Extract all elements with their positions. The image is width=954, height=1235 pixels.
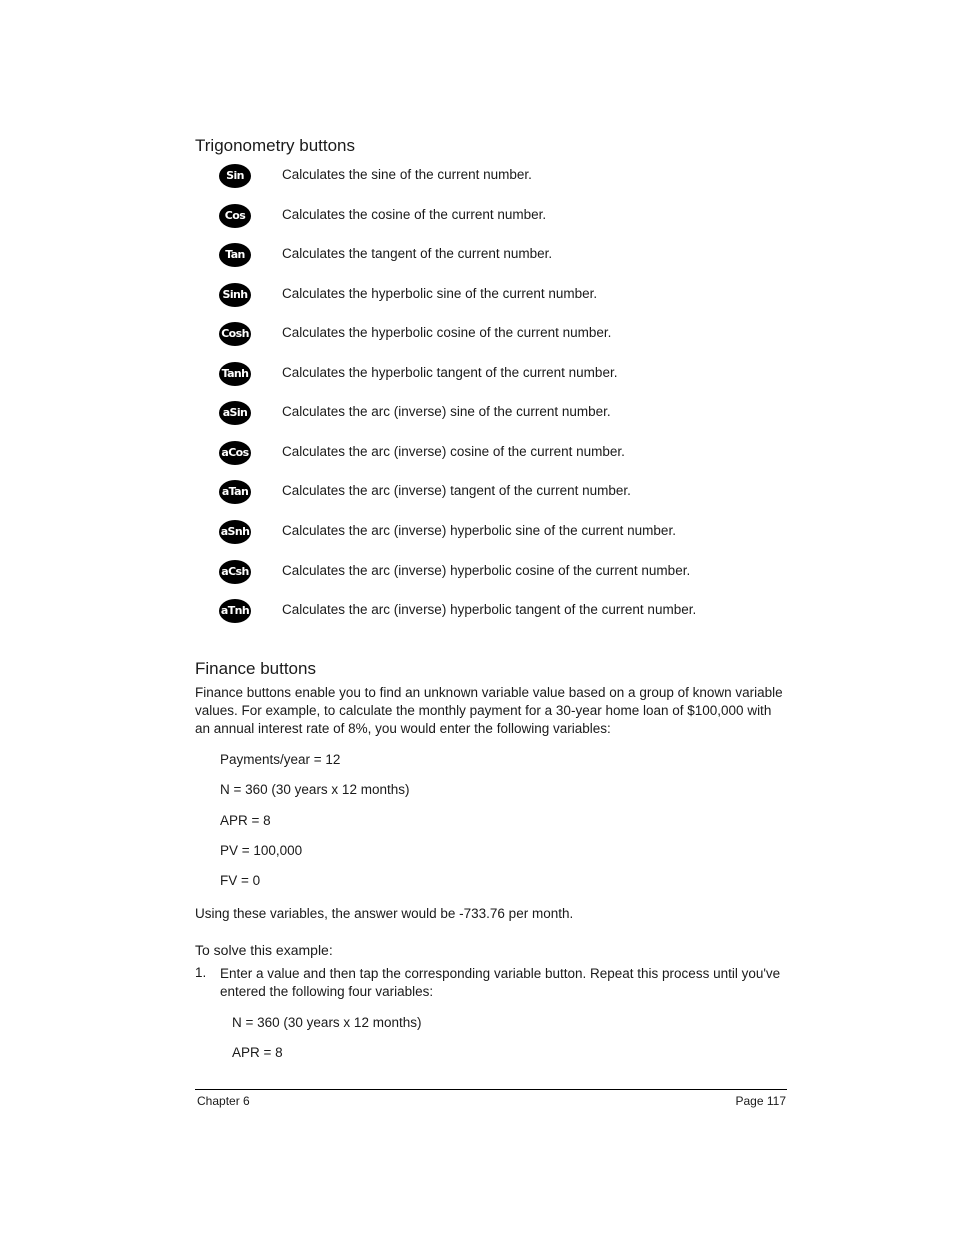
trig-description: Calculates the arc (inverse) cosine of the current number. <box>282 444 625 459</box>
atnh-button-icon: aTnh <box>220 600 250 622</box>
atan-button-icon: aTan <box>220 481 250 503</box>
trig-row-asin <box>219 402 759 434</box>
trig-row-sin <box>219 165 759 197</box>
finance-answer: Using these variables, the answer would be -733.76 per month. <box>195 906 574 921</box>
tan-button-icon: Tan <box>220 244 250 266</box>
trig-description: Calculates the arc (inverse) hyperbolic tangent of the current number. <box>282 602 697 617</box>
solve-heading: To solve this example: <box>195 942 333 958</box>
trig-description: Calculates the tangent of the current number. <box>282 246 553 261</box>
step-variable-n: N = 360 (30 years x 12 months) <box>232 1015 422 1030</box>
finance-heading: Finance buttons <box>195 659 316 678</box>
asnh-button-icon: aSnh <box>220 521 250 543</box>
trig-row-asnh <box>219 521 759 553</box>
trig-description: Calculates the arc (inverse) hyperbolic sine of the current number. <box>282 523 676 538</box>
trig-row-sinh <box>219 284 759 316</box>
trig-description: Calculates the hyperbolic tangent of the current number. <box>282 365 618 380</box>
trig-row-cosh <box>219 323 759 355</box>
asin-button-icon: aSin <box>220 402 250 424</box>
sin-button-icon: Sin <box>220 165 250 187</box>
footer-chapter: Chapter 6 <box>197 1094 250 1108</box>
trig-row-cos <box>219 205 759 237</box>
variable-apr: APR = 8 <box>220 813 271 828</box>
trig-description: Calculates the arc (inverse) tangent of the current number. <box>282 483 631 498</box>
trig-row-tan <box>219 244 759 276</box>
trig-description: Calculates the hyperbolic cosine of the current number. <box>282 325 612 340</box>
variable-payments-year: Payments/year = 12 <box>220 752 341 767</box>
finance-intro: Finance buttons enable you to find an unknown variable value based on a group of known variable values. For example, to calculate the monthly payment for a 30-year home loan of $100,000 with an annual interest rate of 8%, you would enter the following variables: <box>195 685 783 736</box>
trig-description: Calculates the arc (inverse) sine of the current number. <box>282 404 611 419</box>
step-number: 1. <box>195 965 207 980</box>
footer-rule <box>195 1089 787 1090</box>
trig-row-acsh <box>219 561 759 593</box>
trig-description: Calculates the sine of the current number. <box>282 167 532 182</box>
sinh-button-icon: Sinh <box>220 284 250 306</box>
footer-page-number: Page 117 <box>735 1094 786 1108</box>
trig-heading: Trigonometry buttons <box>195 136 355 155</box>
acsh-button-icon: aCsh <box>220 561 250 583</box>
trig-row-tanh <box>219 363 759 395</box>
tanh-button-icon: Tanh <box>220 363 250 385</box>
trig-description: Calculates the cosine of the current number. <box>282 207 547 222</box>
variable-n: N = 360 (30 years x 12 months) <box>220 782 410 797</box>
cos-button-icon: Cos <box>220 205 250 227</box>
cosh-button-icon: Cosh <box>220 323 250 345</box>
trig-description: Calculates the hyperbolic sine of the current number. <box>282 286 598 301</box>
acos-button-icon: aCos <box>220 442 250 464</box>
step-text: Enter a value and then tap the corresponding variable button. Repeat this process until you've entered the following four variables: <box>220 966 781 999</box>
trig-row-acos <box>219 442 759 474</box>
variable-pv: PV = 100,000 <box>220 843 303 858</box>
variable-fv: FV = 0 <box>220 873 261 888</box>
step-variable-apr: APR = 8 <box>232 1045 283 1060</box>
trig-row-atan <box>219 481 759 513</box>
trig-row-atnh <box>219 600 759 632</box>
trig-description: Calculates the arc (inverse) hyperbolic cosine of the current number. <box>282 563 691 578</box>
